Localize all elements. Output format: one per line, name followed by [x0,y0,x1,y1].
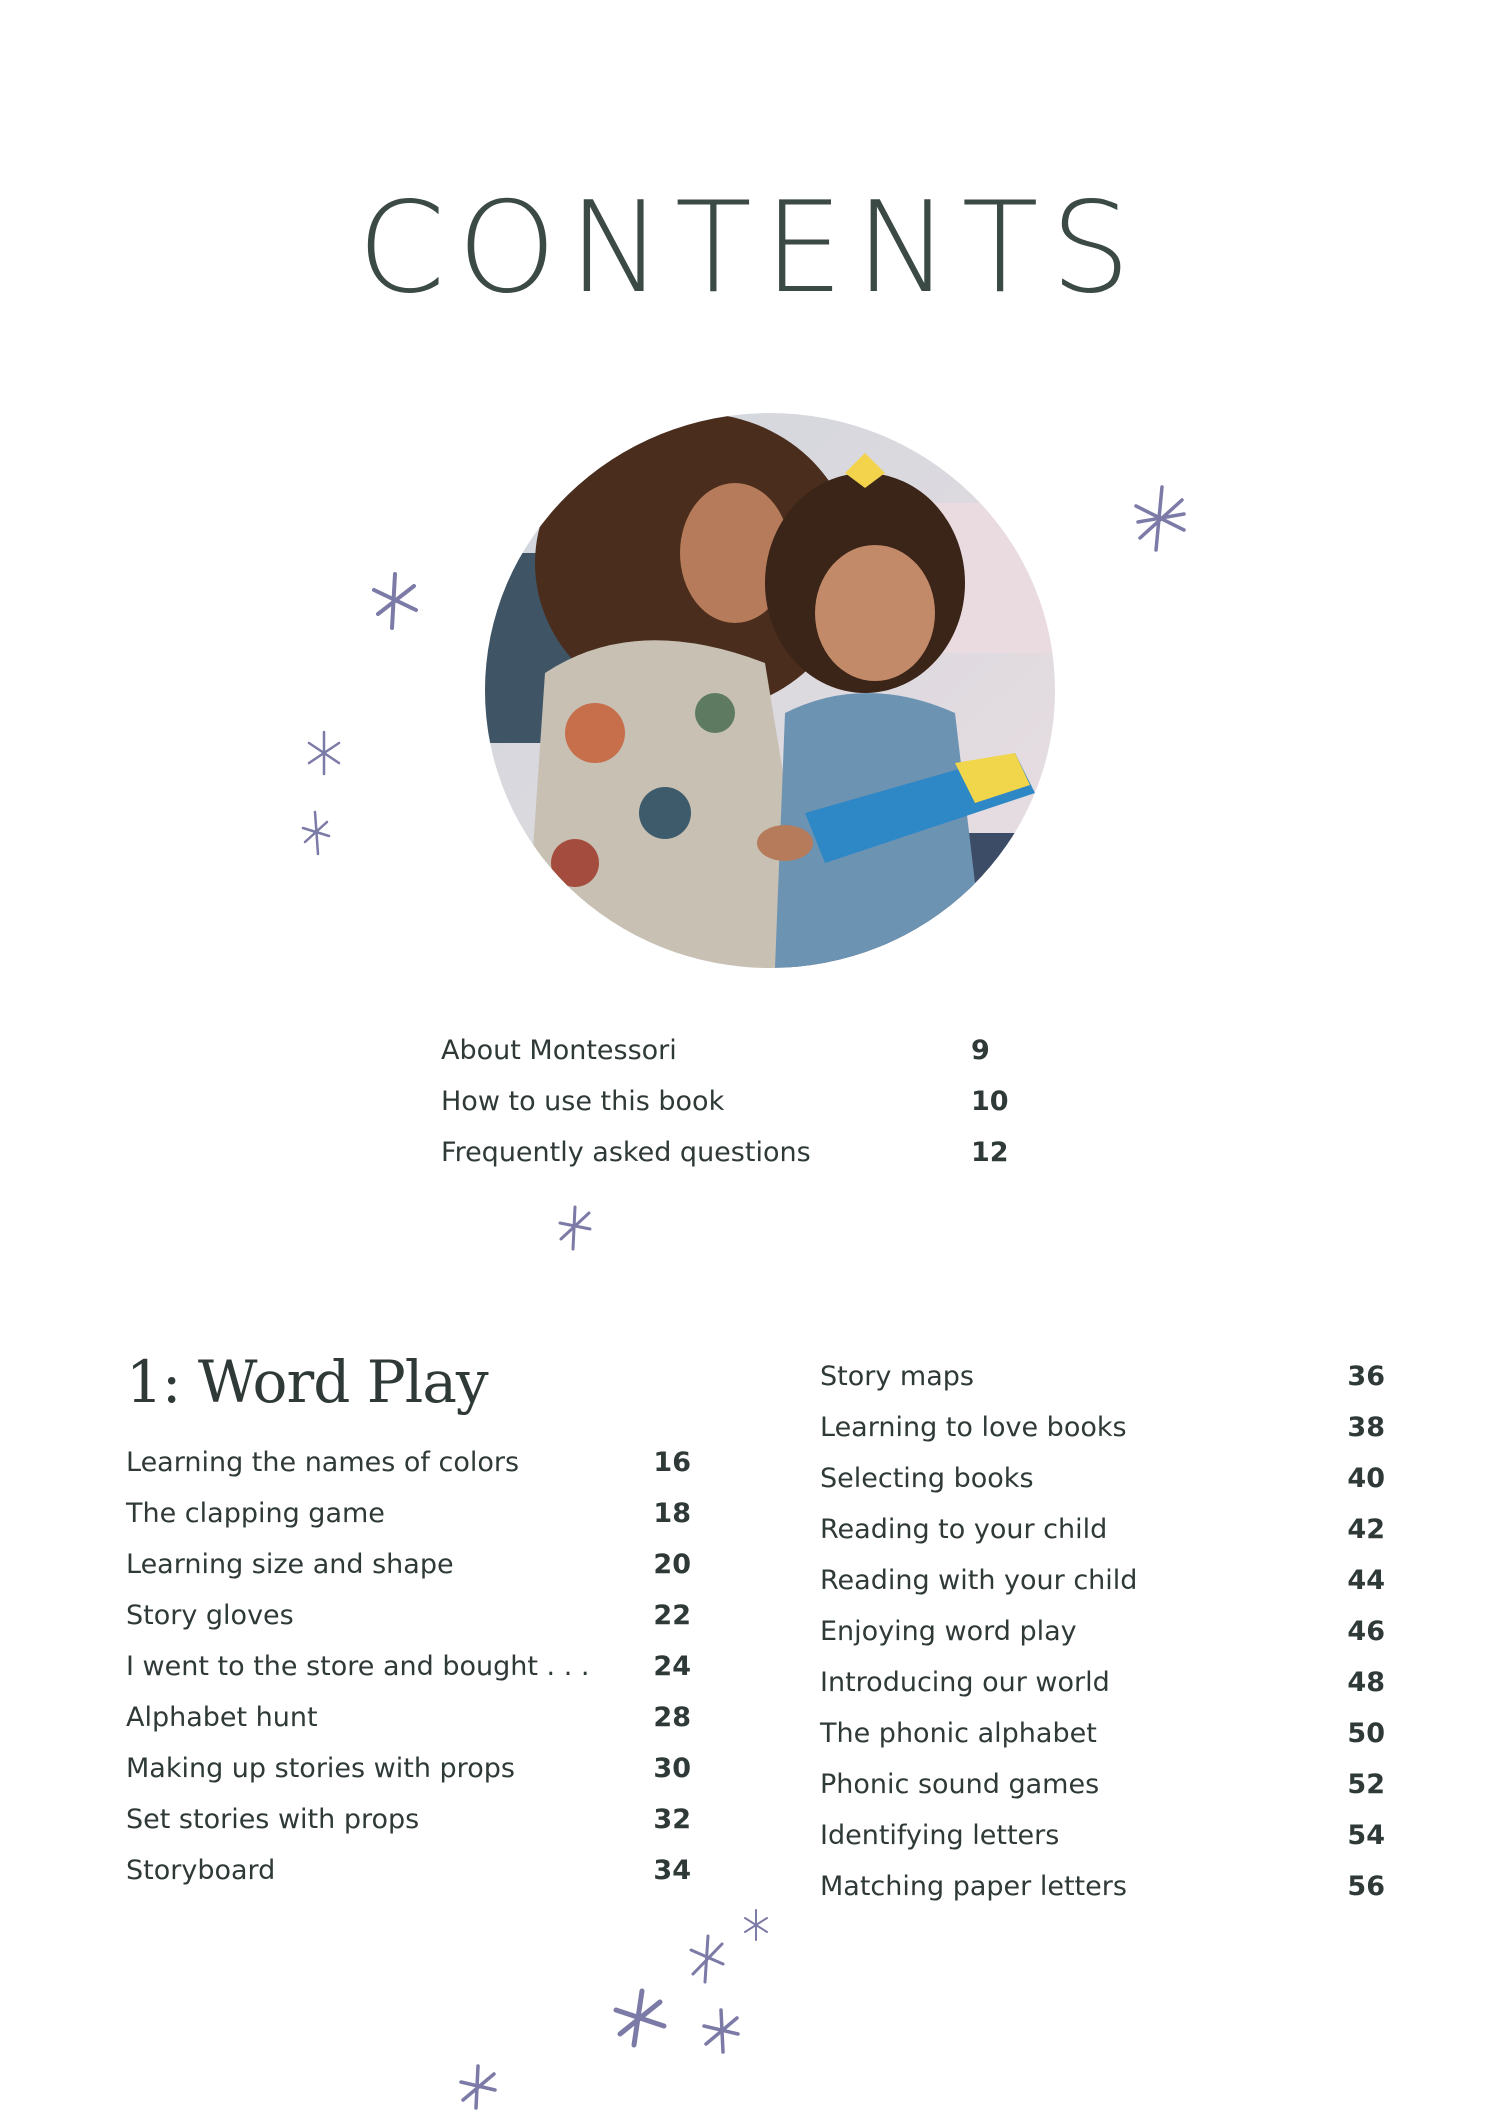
toc-entry-label: Phonic sound games [820,1769,1100,1800]
toc-entry-label: Making up stories with props [126,1753,515,1784]
star-icon [300,810,332,856]
star-icon [458,2064,498,2110]
toc-entry-label: Introducing our world [820,1667,1110,1698]
chapter-title: 1: Word Play [126,1348,488,1416]
toc-entry[interactable] [820,1555,1385,1606]
toc-entry-page: 24 [653,1651,691,1682]
toc-entry-label: The clapping game [126,1498,385,1529]
toc-entry-page: 40 [1347,1463,1385,1494]
toc-entry-page: 32 [653,1804,691,1835]
toc-entry[interactable] [126,1794,691,1845]
toc-entry[interactable] [820,1504,1385,1555]
toc-entry-page: 22 [653,1600,691,1631]
chapter-list-right [820,1351,1385,1912]
toc-entry[interactable] [126,1641,691,1692]
toc-entry-label: Identifying letters [820,1820,1060,1851]
toc-entry-page: 18 [653,1498,691,1529]
toc-entry-label: I went to the store and bought . . . [126,1651,590,1682]
mother-and-child-reading-photo [485,413,1055,968]
star-icon [306,730,342,776]
front-matter-list [441,1025,1011,1178]
toc-entry[interactable] [820,1606,1385,1657]
toc-entry[interactable] [820,1708,1385,1759]
star-icon [701,2008,741,2054]
toc-entry[interactable] [820,1351,1385,1402]
toc-entry-page: 20 [653,1549,691,1580]
star-icon [1132,484,1188,554]
toc-entry-label: Reading to your child [820,1514,1108,1545]
star-icon [370,570,420,632]
toc-entry-page: 9 [971,1035,990,1066]
toc-entry[interactable] [441,1025,1011,1076]
toc-entry-page: 16 [653,1447,691,1478]
toc-entry-label: The phonic alphabet [820,1718,1097,1749]
toc-entry[interactable] [820,1657,1385,1708]
toc-entry-page: 52 [1347,1769,1385,1800]
toc-entry-page: 50 [1347,1718,1385,1749]
star-icon [688,1934,726,1984]
star-icon [743,1908,769,1942]
toc-entry-page: 38 [1347,1412,1385,1443]
toc-entry-label: Learning to love books [820,1412,1127,1443]
toc-entry-label: Story gloves [126,1600,294,1631]
star-icon [557,1205,593,1251]
toc-entry-label: How to use this book [441,1086,725,1117]
star-icon [612,1988,668,2048]
toc-entry-page: 44 [1347,1565,1385,1596]
toc-entry[interactable] [126,1437,691,1488]
toc-entry-label: Learning size and shape [126,1549,454,1580]
toc-entry-label: Alphabet hunt [126,1702,318,1733]
toc-entry[interactable] [126,1539,691,1590]
toc-entry-label: Storyboard [126,1855,276,1886]
toc-entry-label: Reading with your child [820,1565,1138,1596]
toc-entry[interactable] [820,1402,1385,1453]
toc-entry[interactable] [441,1076,1011,1127]
toc-entry-label: Learning the names of colors [126,1447,520,1478]
toc-entry[interactable] [820,1453,1385,1504]
toc-entry-page: 46 [1347,1616,1385,1647]
toc-entry-label: Frequently asked questions [441,1137,811,1168]
toc-entry[interactable] [126,1692,691,1743]
toc-entry-page: 12 [971,1137,1009,1168]
toc-entry[interactable] [126,1743,691,1794]
toc-entry-page: 42 [1347,1514,1385,1545]
toc-entry-page: 10 [971,1086,1009,1117]
toc-entry[interactable] [126,1845,691,1896]
toc-entry-page: 34 [653,1855,691,1886]
toc-entry-label: Matching paper letters [820,1871,1127,1902]
toc-entry[interactable] [820,1810,1385,1861]
toc-entry[interactable] [126,1488,691,1539]
chapter-list-left [126,1437,691,1896]
toc-entry[interactable] [126,1590,691,1641]
toc-entry-label: Enjoying word play [820,1616,1077,1647]
toc-entry[interactable] [441,1127,1011,1178]
toc-entry-page: 28 [653,1702,691,1733]
page-title: CONTENTS [357,174,1143,321]
toc-entry-page: 30 [653,1753,691,1784]
toc-entry[interactable] [820,1861,1385,1912]
toc-entry-label: Set stories with props [126,1804,420,1835]
toc-entry-label: Selecting books [820,1463,1034,1494]
toc-entry-label: About Montessori [441,1035,677,1066]
toc-entry-page: 56 [1347,1871,1385,1902]
toc-entry-page: 48 [1347,1667,1385,1698]
toc-entry-label: Story maps [820,1361,974,1392]
toc-entry-page: 54 [1347,1820,1385,1851]
toc-entry-page: 36 [1347,1361,1385,1392]
toc-entry[interactable] [820,1759,1385,1810]
